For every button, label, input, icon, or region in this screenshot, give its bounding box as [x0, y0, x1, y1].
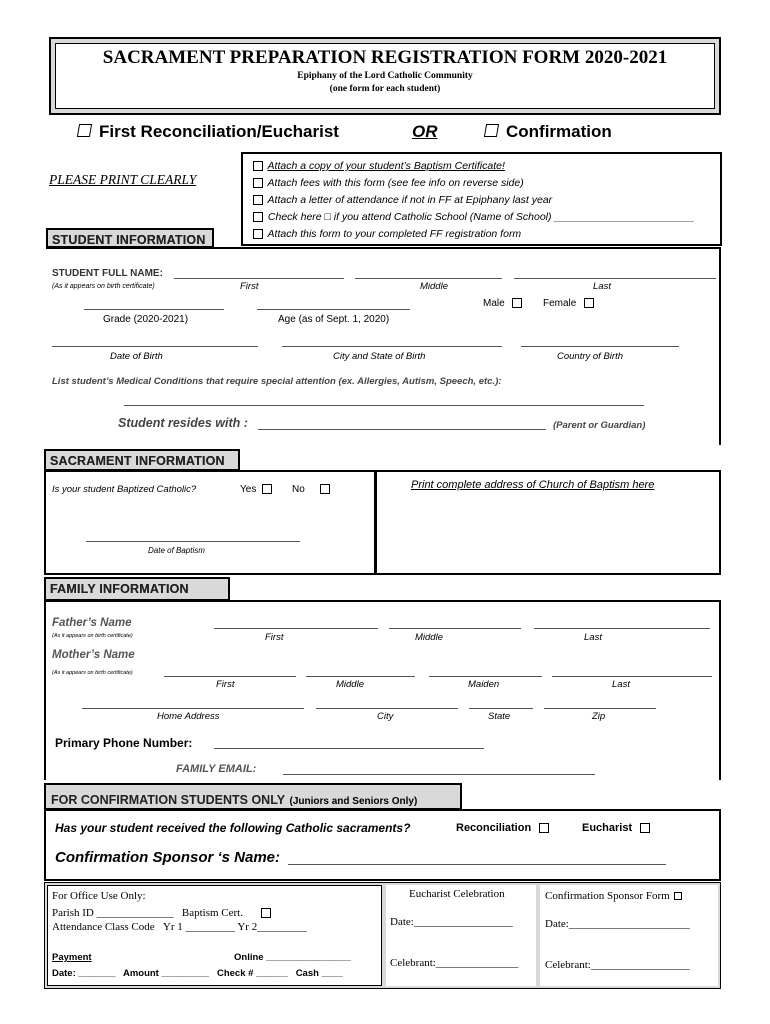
first-reconciliation-label: First Reconciliation/Eucharist	[99, 122, 339, 141]
checkbox-icon[interactable]	[253, 178, 263, 188]
mother-last-label: Last	[612, 679, 630, 690]
checklist-item: Attach a letter of attendance if not in FF at Epiphany last year	[251, 194, 552, 206]
age-input[interactable]	[257, 309, 410, 310]
student-section-title: STUDENT INFORMATION	[46, 228, 214, 248]
mother-as-appears: (As it appears on birth certificate)	[52, 670, 133, 676]
mother-name-label: Mother’s Name	[52, 649, 135, 661]
baptism-cert-checkbox[interactable]	[261, 908, 271, 918]
checkbox-icon[interactable]	[253, 229, 263, 239]
city-state-label: City and State of Birth	[333, 351, 426, 362]
date-of-baptism-input[interactable]	[86, 541, 300, 542]
sponsor-celebrant-row: Celebrant:__________________	[545, 959, 690, 971]
zip-label: Zip	[592, 711, 606, 722]
parent-guardian-label: (Parent or Guardian)	[553, 420, 646, 431]
father-middle-input[interactable]	[389, 628, 521, 629]
checkbox-icon[interactable]	[253, 195, 263, 205]
dob-label: Date of Birth	[110, 351, 163, 362]
confirmation-section-label: FOR CONFIRMATION STUDENTS ONLY	[51, 793, 286, 807]
confirmation-checkbox[interactable]	[484, 124, 499, 137]
date-of-baptism-label: Date of Baptism	[148, 546, 205, 555]
city-label: City	[377, 711, 394, 722]
mother-last-input[interactable]	[552, 676, 712, 677]
father-first-label: First	[265, 632, 284, 643]
office-middle-panel	[386, 885, 536, 986]
zip-input[interactable]	[544, 708, 656, 709]
online-label: Online ________________	[234, 952, 351, 963]
eucharist-celebrant-row: Celebrant:_______________	[390, 957, 519, 969]
no-checkbox[interactable]	[320, 484, 330, 494]
resides-with-input[interactable]	[258, 429, 546, 430]
form-subtitle: Epiphany of the Lord Catholic Community	[297, 71, 473, 81]
eucharist-celebration-label: Eucharist Celebration	[409, 888, 505, 900]
city-state-birth-input[interactable]	[282, 346, 502, 347]
medical-conditions-label: List student’s Medical Conditions that require special attention (ex. Allergies, Autism, Speech, etc.):	[52, 376, 502, 387]
header-inner	[55, 43, 715, 109]
confirmation-section	[44, 809, 721, 881]
print-clearly-note: PLEASE PRINT CLEARLY	[49, 172, 197, 187]
father-last-input[interactable]	[534, 628, 710, 629]
sponsor-name-input[interactable]	[288, 864, 666, 865]
student-last-name-input[interactable]	[514, 278, 716, 279]
sponsor-form-checkbox[interactable]	[674, 892, 682, 900]
sponsor-name-label: Confirmation Sponsor ‘s Name:	[55, 849, 281, 866]
grade-input[interactable]	[84, 309, 224, 310]
form-header	[49, 37, 721, 115]
payment-details-row: Date: _______ Amount _________ Check # ______ Cash ____	[52, 968, 343, 979]
sacrament-section-title: SACRAMENT INFORMATION	[44, 449, 240, 471]
primary-phone-input[interactable]	[214, 748, 484, 749]
medical-conditions-input[interactable]	[124, 405, 644, 406]
confirmation-section-title	[44, 783, 462, 810]
home-address-label: Home Address	[157, 711, 220, 722]
confirmation-label: Confirmation	[506, 122, 612, 141]
grade-label: Grade (2020-2021)	[103, 314, 189, 325]
yes-option: Yes	[240, 484, 274, 495]
father-as-appears: (As it appears on birth certificate)	[52, 633, 133, 639]
checklist-item: Attach fees with this form (see fee info on reverse side)	[251, 177, 524, 189]
office-use-title: For Office Use Only:	[52, 890, 146, 902]
mother-maiden-label: Maiden	[468, 679, 500, 690]
eucharist-checkbox[interactable]	[640, 823, 650, 833]
father-name-label: Father’s Name	[52, 617, 132, 629]
family-email-label: FAMILY EMAIL:	[176, 763, 257, 775]
primary-phone-label: Primary Phone Number:	[55, 736, 193, 750]
form-subtitle-2: (one form for each student)	[329, 84, 441, 94]
office-left-panel	[47, 885, 382, 986]
mother-maiden-input[interactable]	[429, 676, 542, 677]
middle-label: Middle	[420, 281, 448, 292]
reconciliation-checkbox[interactable]	[539, 823, 549, 833]
father-middle-label: Middle	[415, 632, 443, 643]
eucharist-date-row: Date:__________________	[390, 916, 513, 928]
attendance-row: Attendance Class Code Yr 1 _________ Yr 2_________	[52, 921, 307, 933]
no-option: No	[292, 484, 332, 495]
payment-label: Payment	[52, 952, 92, 963]
female-checkbox[interactable]	[584, 298, 594, 308]
student-first-name-input[interactable]	[174, 278, 344, 279]
dob-input[interactable]	[52, 346, 258, 347]
checklist-item: Check here □ if you attend Catholic School (Name of School) ________________________	[251, 211, 695, 223]
family-section	[44, 600, 721, 780]
male-option: Male	[483, 298, 524, 309]
mother-first-label: First	[216, 679, 235, 690]
country-birth-input[interactable]	[521, 346, 679, 347]
family-email-input[interactable]	[283, 774, 595, 775]
checkbox-icon[interactable]	[253, 212, 263, 222]
home-address-input[interactable]	[82, 708, 304, 709]
sponsor-form-label: Confirmation Sponsor Form	[545, 890, 684, 902]
form-title: SACRAMENT PREPARATION REGISTRATION FORM 2020-2021	[102, 47, 668, 68]
age-label: Age (as of Sept. 1, 2020)	[278, 314, 390, 325]
father-first-input[interactable]	[214, 628, 378, 629]
checklist-item: Attach this form to your completed FF registration form	[251, 228, 521, 240]
confirmation-section-note: (Juniors and Seniors Only)	[289, 796, 418, 807]
student-middle-name-input[interactable]	[355, 278, 502, 279]
mother-first-input[interactable]	[164, 676, 296, 677]
resides-with-label: Student resides with :	[118, 416, 248, 430]
first-label: First	[240, 281, 259, 292]
father-last-label: Last	[584, 632, 602, 643]
confirmation-choice	[485, 122, 612, 142]
parish-id-row: Parish ID ______________ Baptism Cert.	[52, 907, 273, 919]
yes-checkbox[interactable]	[262, 484, 272, 494]
received-sacraments-question: Has your student received the following Catholic sacraments?	[55, 821, 411, 835]
first-reconciliation-checkbox[interactable]	[77, 124, 92, 137]
checklist-item: Attach a copy of your student’s Baptism Certificate!	[251, 160, 505, 172]
baptized-question: Is your student Baptized Catholic?	[52, 484, 197, 495]
family-section-title: FAMILY INFORMATION	[44, 577, 230, 601]
eucharist-option: Eucharist	[582, 822, 652, 834]
city-input[interactable]	[316, 708, 458, 709]
checkbox-icon[interactable]	[253, 161, 263, 171]
male-checkbox[interactable]	[512, 298, 522, 308]
reconciliation-option: Reconciliation	[456, 822, 551, 834]
state-label: State	[488, 711, 511, 722]
as-appears-note: (As it appears on birth certificate)	[52, 283, 155, 290]
church-address-label: Print complete address of Church of Baptism here	[411, 479, 655, 491]
female-option: Female	[543, 298, 596, 309]
country-label: Country of Birth	[557, 351, 623, 362]
last-label: Last	[593, 281, 611, 292]
state-input[interactable]	[469, 708, 533, 709]
office-right-panel	[540, 885, 718, 986]
checklist-box	[241, 152, 722, 246]
sacrament-choice-row	[78, 122, 339, 142]
or-label: OR	[412, 122, 438, 141]
mother-middle-input[interactable]	[306, 676, 415, 677]
sponsor-date-row: Date:______________________	[545, 918, 690, 930]
student-full-name-label: STUDENT FULL NAME:	[52, 268, 163, 279]
mother-middle-label: Middle	[336, 679, 364, 690]
